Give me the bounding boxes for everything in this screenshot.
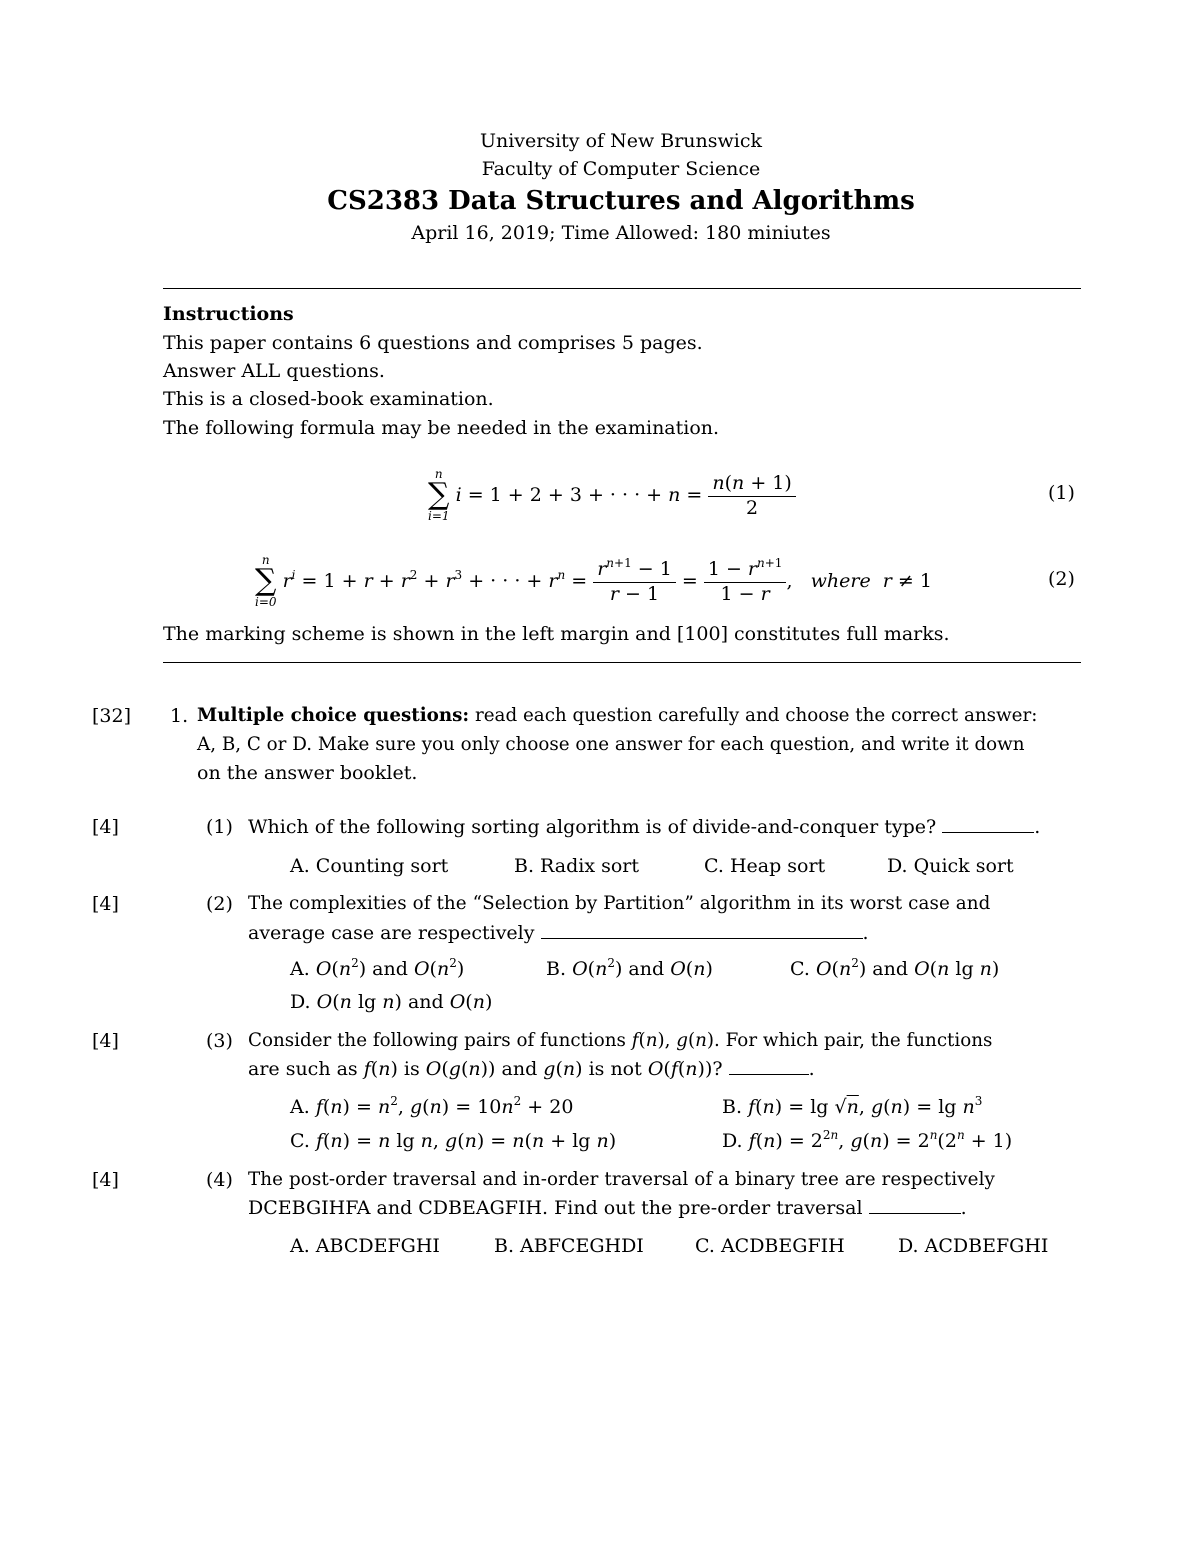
- subquestion-text: average case are respectively .: [248, 922, 869, 944]
- and-word: and: [407, 991, 444, 1013]
- option-letter: A.: [290, 958, 310, 980]
- instruction-line: This paper contains 6 questions and comprises 5 pages.: [163, 332, 703, 354]
- subquestion-text-content: Which of the following sorting algorithm is of divide-and-conquer type?: [248, 816, 937, 838]
- instruction-line: Answer ALL questions.: [163, 360, 385, 382]
- subquestion-text: Which of the following sorting algorithm is of divide-and-conquer type? .: [248, 816, 1041, 838]
- option-letter: D.: [290, 991, 311, 1013]
- subquestion-text: are such as f(n) is O(g(n)) and g(n) is not O(f(n))? .: [248, 1058, 815, 1080]
- subquestion-text-content: is not: [588, 1058, 642, 1080]
- subquestion-label: (4): [206, 1169, 233, 1191]
- condition-word: where: [810, 570, 871, 592]
- option-letter: A.: [290, 1096, 310, 1118]
- subquestion-label: (3): [206, 1030, 233, 1052]
- university-name: University of New Brunswick: [479, 130, 763, 152]
- marking-scheme-note: The marking scheme is shown in the left margin and [100] constitutes full marks.: [163, 623, 950, 645]
- option: C. $O(n^2)$ and O(n lg n): [790, 956, 1000, 980]
- subquestion-text: The post-order traversal and in-order traversal of a binary tree are respectively: [248, 1169, 995, 1190]
- instruction-line: This is a closed-book examination.: [163, 388, 494, 410]
- option-letter: B.: [722, 1096, 743, 1118]
- fraction: $\frac{n(n + 1)}{2}$: [708, 472, 795, 519]
- question-intro-text: on the answer booklet.: [197, 762, 418, 784]
- option: C. ACDBEGFIH: [695, 1235, 845, 1257]
- subquestion-text-content: Consider the following pairs of functions: [248, 1030, 626, 1051]
- question-intro-text: A, B, C or D. Make sure you only choose one answer for each question, and write it down: [197, 734, 1025, 755]
- option: B. Radix sort: [514, 855, 640, 877]
- instructions-heading: Instructions: [163, 303, 294, 325]
- option: D. O(n lg n) and O(n): [290, 991, 493, 1013]
- course-title: CS2383 Data Structures and Algorithms: [327, 186, 915, 216]
- subquestion-text-content: DCEBGIHFA and CDBEAGFIH. Find out the pre-order traversal: [248, 1197, 863, 1219]
- question-number: 1.: [170, 705, 189, 727]
- fraction: $\frac{r^{n+1} - 1}{r - 1}$: [593, 558, 676, 605]
- option: D. Quick sort: [887, 855, 1014, 877]
- option-letter: B.: [546, 958, 567, 980]
- option-letter: C.: [290, 1130, 310, 1152]
- and-word: and: [872, 958, 909, 980]
- answer-blank: [541, 922, 863, 939]
- question-intro: [197, 705, 1037, 726]
- option: A. $O(n^2)$ and $O(n^2)$: [290, 956, 465, 980]
- subquestion-marks: [4]: [92, 1030, 119, 1052]
- option: B. f(n) = lg √n, $g(n) = \lg n^3$: [722, 1094, 983, 1118]
- option: B. ABFCEGHDI: [494, 1235, 644, 1257]
- subquestion-text-content: and: [501, 1058, 538, 1080]
- formula-arithmetic-sum: n ∑ i=1 i = 1 + 2 + 3 + · · · + n = $\frac{n(n + 1)}{2}$: [428, 462, 796, 528]
- option: C. Heap sort: [704, 855, 826, 877]
- summation-symbol: n ∑ i=1: [428, 467, 450, 523]
- subquestion-marks: [4]: [92, 1169, 119, 1191]
- faculty-name: Faculty of Computer Science: [481, 158, 761, 180]
- top-rule: [163, 288, 1081, 289]
- exam-date-time: April 16, 2019; Time Allowed: 180 miniutes: [411, 222, 831, 244]
- subquestion-label: (1): [206, 816, 233, 838]
- subquestion-text-content: For which pair, the functions: [725, 1030, 993, 1051]
- and-word: and: [372, 958, 408, 980]
- equation-number: (1): [1048, 482, 1075, 504]
- bottom-rule: [163, 662, 1081, 663]
- subquestion-marks: [4]: [92, 893, 119, 915]
- summation-symbol: n ∑ i=0: [255, 553, 277, 609]
- question-title: Multiple choice questions:: [197, 705, 470, 726]
- question-marks: [32]: [92, 705, 132, 727]
- question-intro-text: read each question carefully and choose the correct answer:: [475, 705, 1038, 726]
- subquestion-label: (2): [206, 893, 233, 915]
- option-letter: C.: [790, 958, 810, 980]
- option: C. f(n) = n lg n, g(n) = n(n + lg n): [290, 1130, 617, 1152]
- subquestion-text: DCEBGIHFA and CDBEAGFIH. Find out the pre-order traversal .: [248, 1197, 967, 1219]
- option: B. $O(n^2)$ and O(n): [546, 956, 713, 980]
- option: D. $f(n) = 2^{2n}$, $g(n) = 2^n(2^n + 1)$: [722, 1128, 1013, 1152]
- answer-blank: [869, 1197, 961, 1214]
- option: A. Counting sort: [290, 855, 449, 877]
- subquestion-text-content: is: [403, 1058, 420, 1080]
- option: A. ABCDEFGHI: [290, 1235, 440, 1257]
- equation-number: (2): [1048, 568, 1075, 590]
- option: A. $f(n) = n^2$, $g(n) = 10n^2 + 20$: [290, 1094, 574, 1118]
- instruction-line: The following formula may be needed in the examination.: [163, 417, 720, 439]
- subquestion-text-content: are such as: [248, 1058, 358, 1080]
- and-word: and: [628, 958, 665, 980]
- subquestion-text: The complexities of the “Selection by Partition” algorithm in its worst case and: [248, 893, 991, 914]
- option-letter: D.: [722, 1130, 743, 1152]
- formula-geometric-sum: n ∑ i=0 $r^i = 1 + r + r^2 + r^3$ + · · · + $r^n$ = $\frac{r^{n+1} - 1}{r - 1}$ = $\frac{1 - r^{n+1}}{1 - r}$ , where r ≠ 1: [255, 553, 932, 609]
- subquestion-text-content: average case are respectively: [248, 922, 535, 944]
- option: D. ACDBEFGHI: [898, 1235, 1049, 1257]
- answer-blank: [942, 816, 1034, 833]
- subquestion-text: Consider the following pairs of functions f(n), g(n). For which pair, the functions: [248, 1030, 993, 1051]
- fraction: $\frac{1 - r^{n+1}}{1 - r}$: [704, 558, 787, 605]
- subquestion-marks: [4]: [92, 816, 119, 838]
- answer-blank: [729, 1058, 809, 1075]
